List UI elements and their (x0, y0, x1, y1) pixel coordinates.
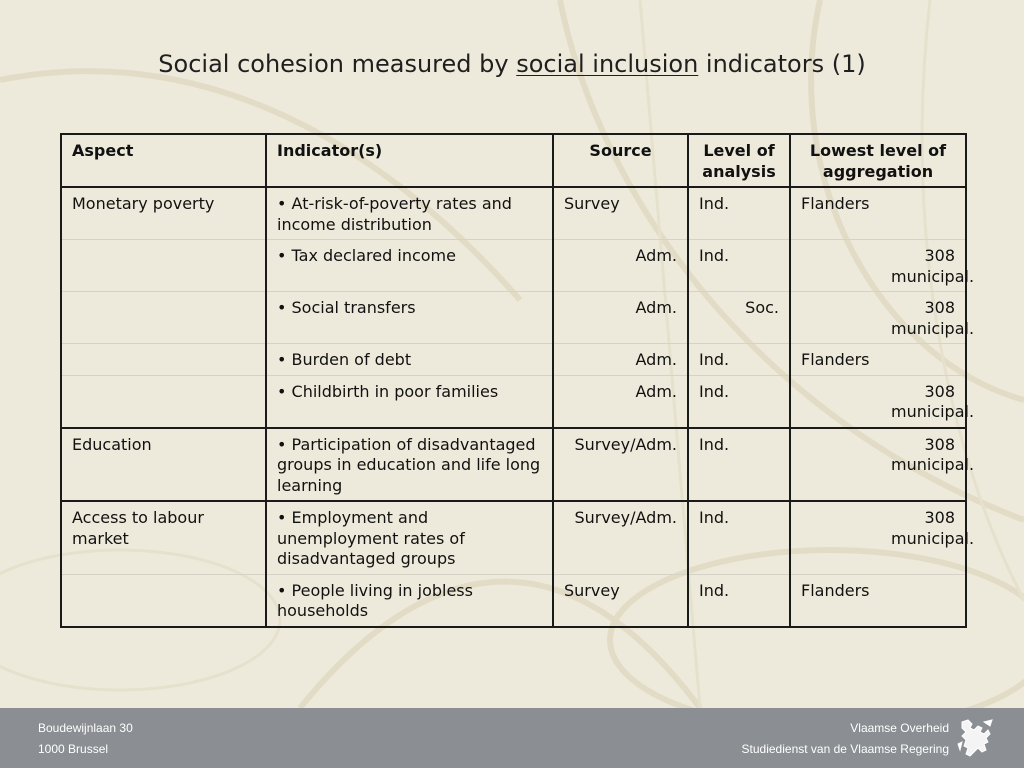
address-city: 1000 Brussel (38, 742, 109, 756)
cell-source: Adm. (553, 240, 688, 292)
header-aspect: Aspect (61, 134, 266, 187)
header-indicators: Indicator(s) (266, 134, 553, 187)
cell-source: Adm. (553, 292, 688, 344)
footer-organisation (742, 718, 949, 760)
cell-indicator: • Employment and unemployment rates of disadvantaged groups (266, 501, 553, 574)
cell-lowest: Flanders (790, 187, 966, 240)
org-department: Studiedienst van de Vlaamse Regering (741, 742, 949, 756)
header-source: Source (553, 134, 688, 187)
cell-indicator: • People living in jobless households (266, 574, 553, 627)
cell-level: Ind. (688, 375, 790, 428)
title-underlined-term: social inclusion (516, 50, 699, 78)
cell-source: Survey (553, 574, 688, 627)
cell-lowest: 308 municipal. (790, 292, 966, 344)
cell-aspect (61, 574, 266, 627)
cell-indicator: • Tax declared income (266, 240, 553, 292)
cell-lowest: 308 municipal. (790, 428, 966, 502)
title-suffix: indicators (1) (698, 50, 866, 78)
title-prefix: Social cohesion measured by (158, 50, 517, 78)
cell-source: Adm. (553, 375, 688, 428)
cell-indicator: • Participation of disadvantaged groups in education and life long learning (266, 428, 553, 502)
cell-level: Ind. (688, 501, 790, 574)
table-row (61, 375, 966, 428)
cell-lowest: 308 municipal. (790, 501, 966, 574)
cell-level: Ind. (688, 574, 790, 627)
cell-aspect (61, 240, 266, 292)
table-header-row (61, 134, 966, 187)
table-row (61, 292, 966, 344)
table-row (61, 344, 966, 376)
cell-aspect: Monetary poverty (61, 187, 266, 240)
table-row (61, 501, 966, 574)
table-row (61, 428, 966, 502)
cell-level: Ind. (688, 240, 790, 292)
table-row (61, 187, 966, 240)
cell-level: Soc. (688, 292, 790, 344)
cell-lowest: Flanders (790, 344, 966, 376)
org-name: Vlaamse Overheid (850, 721, 949, 735)
cell-lowest: 308 municipal. (790, 375, 966, 428)
slide-title (0, 50, 1024, 78)
cell-source: Adm. (553, 344, 688, 376)
cell-source: Survey (553, 187, 688, 240)
cell-lowest: 308 municipal. (790, 240, 966, 292)
cell-source: Survey/Adm. (553, 428, 688, 502)
cell-level: Ind. (688, 344, 790, 376)
footer-address (38, 718, 133, 760)
cell-source: Survey/Adm. (553, 501, 688, 574)
cell-indicator: • Burden of debt (266, 344, 553, 376)
cell-indicator: • Social transfers (266, 292, 553, 344)
cell-aspect: Access to labour market (61, 501, 266, 574)
table-row (61, 240, 966, 292)
indicators-table (60, 133, 975, 628)
header-level-of-analysis: Level of analysis (688, 134, 790, 187)
header-lowest-level: Lowest level of aggregation (790, 134, 966, 187)
cell-indicator: • At-risk-of-poverty rates and income distribution (266, 187, 553, 240)
cell-indicator: • Childbirth in poor families (266, 375, 553, 428)
cell-aspect: Education (61, 428, 266, 502)
flemish-lion-icon (954, 716, 998, 762)
cell-aspect (61, 292, 266, 344)
cell-aspect (61, 344, 266, 376)
footer-bar (0, 708, 1024, 768)
cell-level: Ind. (688, 187, 790, 240)
address-street: Boudewijnlaan 30 (38, 721, 133, 735)
cell-level: Ind. (688, 428, 790, 502)
cell-lowest: Flanders (790, 574, 966, 627)
cell-aspect (61, 375, 266, 428)
table-row (61, 574, 966, 627)
